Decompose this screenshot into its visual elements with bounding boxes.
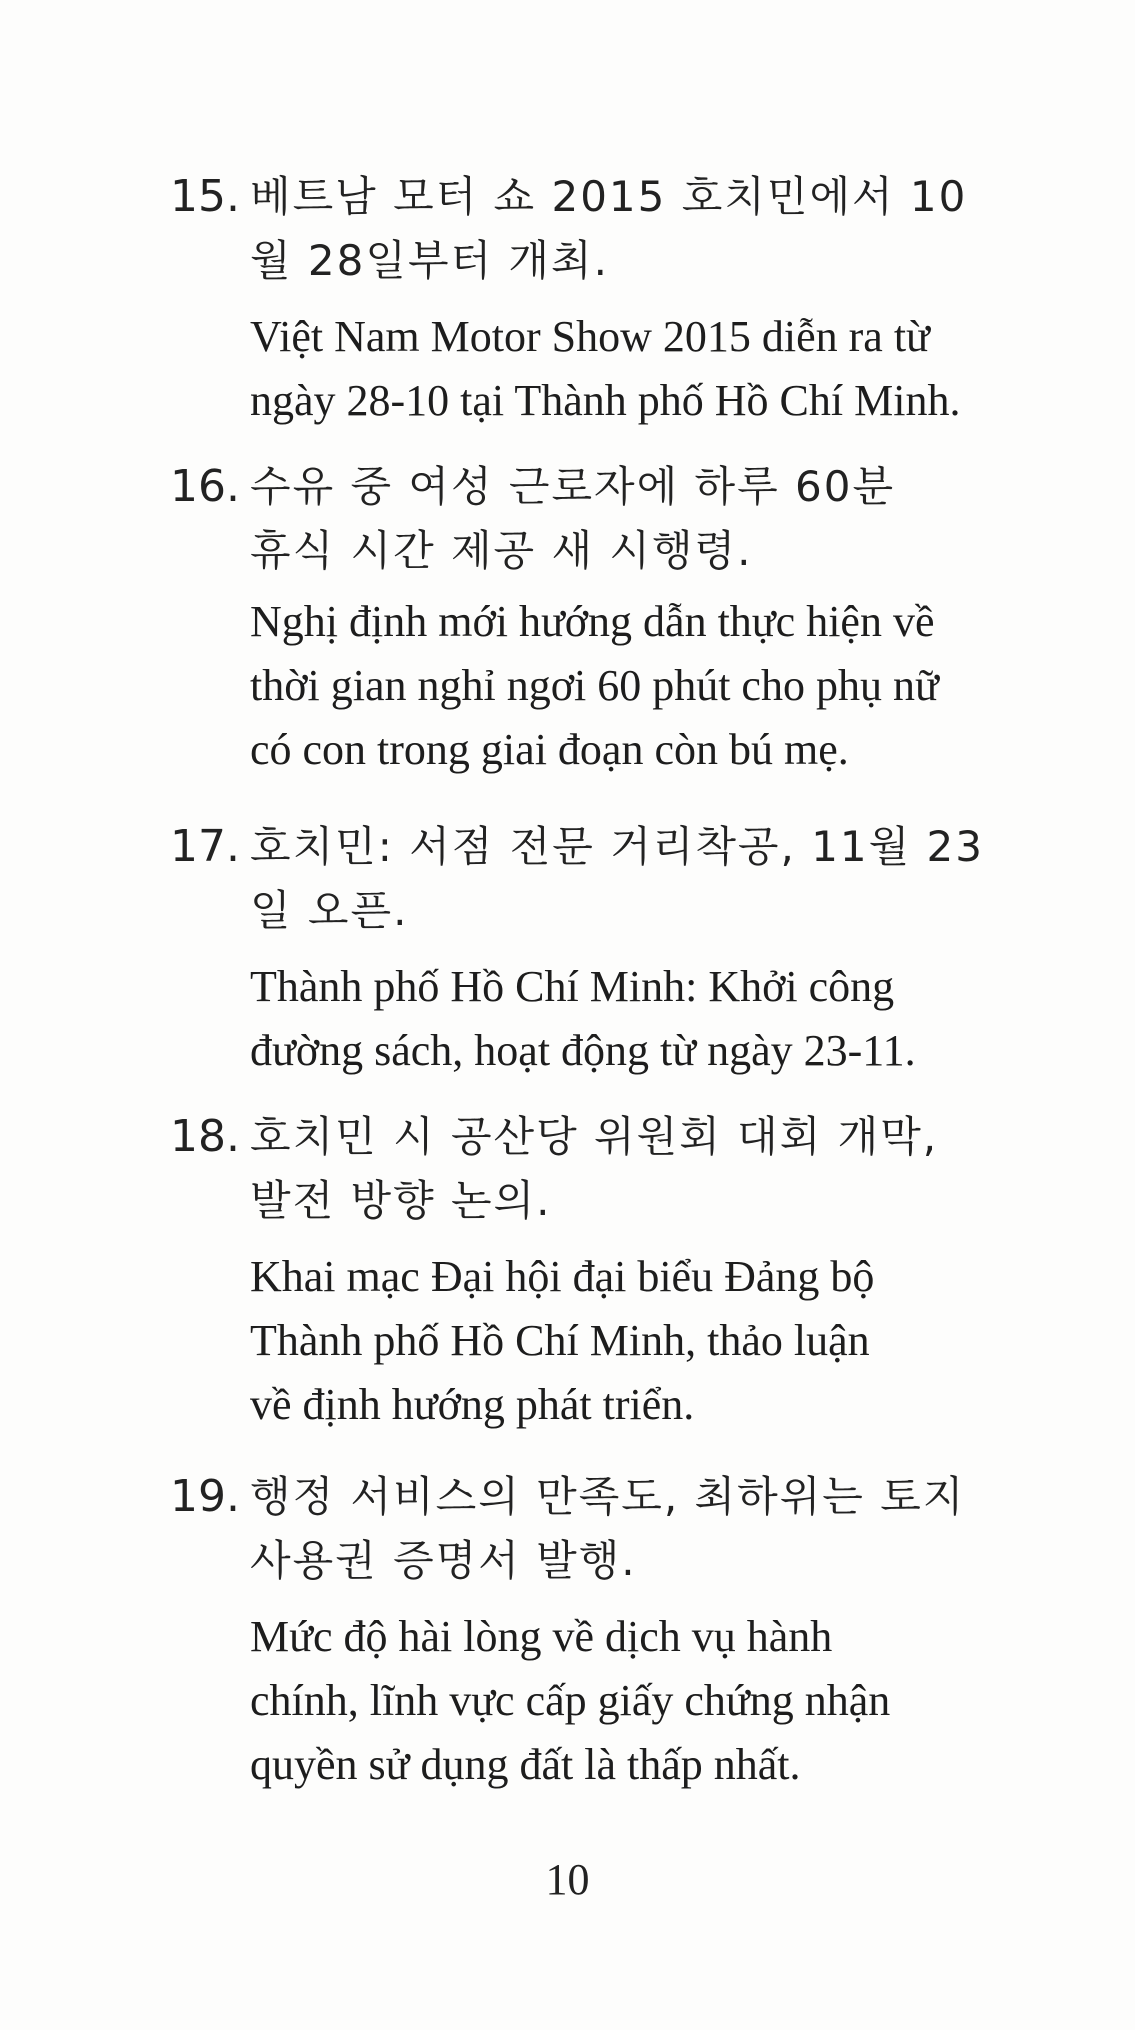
korean-line: 호치민 시 공산당 위원회 대회 개막,: [250, 1112, 939, 1161]
vietnamese-line: về định hướng phát triển.: [250, 1380, 695, 1429]
entry-number: 17.: [170, 821, 240, 872]
vietnamese-translation: [250, 955, 1030, 1083]
vietnamese-line: Thành phố Hồ Chí Minh: Khởi công: [250, 962, 895, 1011]
korean-line: 휴식 시간 제공 새 시행령.: [250, 526, 753, 575]
vietnamese-line: thời gian nghỉ ngơi 60 phút cho phụ nữ: [250, 661, 939, 710]
korean-line: 일 오픈.: [250, 886, 409, 935]
vietnamese-translation: [250, 1605, 1030, 1797]
korean-headline: [250, 165, 1030, 293]
entry-number: 16.: [170, 461, 240, 512]
page-number: 10: [545, 1855, 590, 1904]
vietnamese-translation: [250, 305, 1030, 433]
entry-number: 15.: [170, 171, 240, 222]
vietnamese-line: Thành phố Hồ Chí Minh, thảo luận: [250, 1316, 870, 1365]
vietnamese-line: Nghị định mới hướng dẫn thực hiện về: [250, 597, 935, 646]
korean-headline: [250, 455, 1030, 583]
korean-headline: [250, 815, 1030, 943]
korean-line: 호치민: 서점 전문 거리착공, 11월 23: [250, 822, 985, 871]
korean-headline: [250, 1465, 1030, 1593]
vietnamese-line: đường sách, hoạt động từ ngày 23-11.: [250, 1026, 916, 1075]
korean-line: 행정 서비스의 만족도, 최하위는 토지: [250, 1472, 966, 1521]
entry-number: 18.: [170, 1111, 240, 1162]
korean-headline: [250, 1105, 1030, 1233]
korean-line: 발전 방향 논의.: [250, 1176, 552, 1225]
vietnamese-line: Việt Nam Motor Show 2015 diễn ra từ: [250, 312, 930, 361]
vietnamese-translation: [250, 1245, 1030, 1437]
korean-line: 베트남 모터 쇼 2015 호치민에서 10: [250, 172, 968, 221]
vietnamese-line: Khai mạc Đại hội đại biểu Đảng bộ: [250, 1252, 875, 1301]
korean-line: 사용권 증명서 발행.: [250, 1536, 637, 1585]
vietnamese-line: chính, lĩnh vực cấp giấy chứng nhận: [250, 1676, 891, 1725]
vietnamese-line: quyền sử dụng đất là thấp nhất.: [250, 1740, 801, 1789]
vietnamese-line: Mức độ hài lòng về dịch vụ hành: [250, 1612, 833, 1661]
vietnamese-line: ngày 28-10 tại Thành phố Hồ Chí Minh.: [250, 376, 961, 425]
vietnamese-translation: [250, 590, 1030, 782]
korean-line: 월 28일부터 개최.: [250, 236, 609, 285]
entry-number: 19.: [170, 1471, 240, 1522]
vietnamese-line: có con trong giai đoạn còn bú mẹ.: [250, 725, 849, 774]
korean-line: 수유 중 여성 근로자에 하루 60분: [250, 462, 896, 511]
